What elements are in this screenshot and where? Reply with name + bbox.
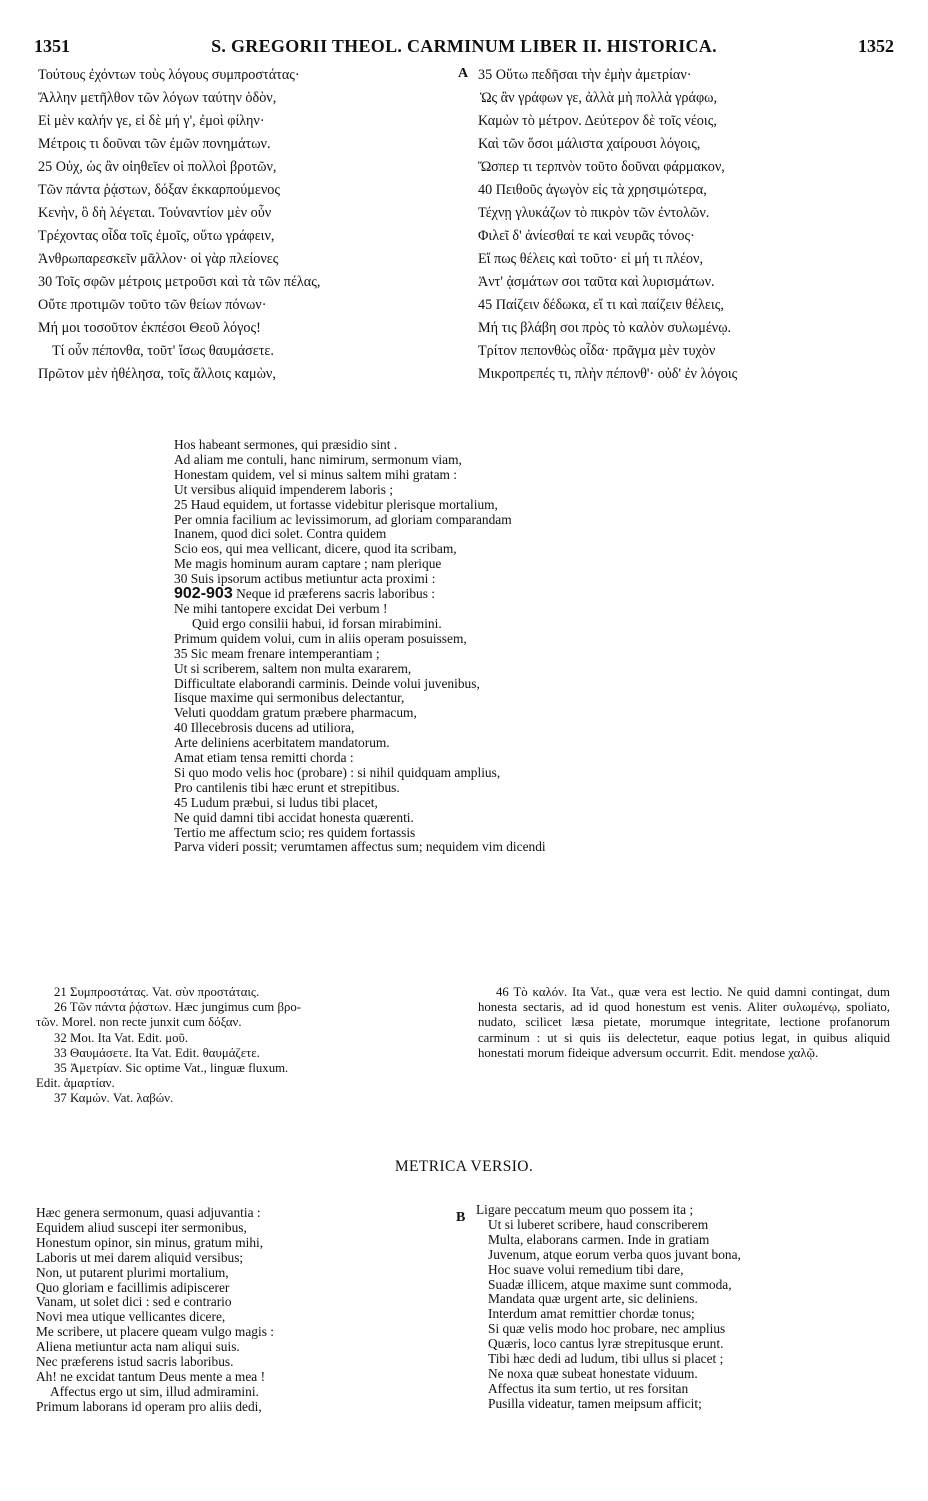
verse-line: Honestum opinor, sin minus, gratum mihi, — [36, 1234, 264, 1250]
greek-line: 40 Πειθοῦς ἀγωγὸν εἰς τὰ χρησιμώτερα, — [478, 182, 707, 198]
greek-line: Οὔτε προτιμῶν τοῦτο τῶν θείων πόνων· — [38, 297, 267, 313]
greek-line: 25 Οὐχ, ὡς ἂν οἰηθεῖεν οἱ πολλοὶ βροτῶν, — [38, 159, 277, 175]
section-title: METRICA VERSIO. — [394, 1158, 534, 1175]
verse-line: Pusilla videatur, tamen meipsum afficit; — [488, 1395, 702, 1411]
footnote: 46 Τὸ καλόν. Ita Vat., quæ vera est lectio. Ne quid damni contingat, dum honesta sectaris, ad id quod honestum est venis. Aliter συλωμένῳ, spoliato, nudato, scilicet læsa pietate, morumque integritate, lectione profanorum carminum : ut si quis iis delectetur, eaque potius legat, in quibus aliquid honestati morum fideique adversum occurrit. Edit. mendose χαλῷ. — [478, 985, 890, 1060]
latin-line-with-marker — [174, 587, 546, 602]
footnote: 37 Καμών. Vat. λαβών. — [54, 1091, 174, 1106]
greek-line: Μικροπρεπές τι, πλὴν πέπονθ'· οὐδ' ἐν λόγοις — [478, 366, 738, 382]
latin-line: Arte deliniens acerbitatem mandatorum. — [174, 735, 390, 751]
verse-line: Affectus ita sum tertio, ut res forsitan — [488, 1380, 689, 1396]
latin-line: Amat etiam tensa remitti chorda : — [174, 750, 354, 766]
greek-line: Ἄλλην μετῆλθον τῶν λόγων ταύτην ὁδὸν, — [38, 90, 277, 106]
greek-line: Τῶν πάντα ῥᾴστων, δόξαν ἐκκαρπούμενος — [38, 182, 280, 198]
latin-translation — [174, 438, 546, 855]
latin-line: Quid ergo consilii habui, id forsan mirabimini. — [192, 615, 442, 631]
metrica-left — [36, 1206, 274, 1415]
latin-line: Honestam quidem, vel si minus saltem mihi gratam : — [174, 466, 458, 482]
verse-line: Si quæ velis modo hoc probare, nec amplius — [488, 1321, 726, 1337]
verse-line: Hæc genera sermonum, quasi adjuvantia : — [36, 1205, 261, 1220]
greek-line: Τρίτον πεπονθὼς οἶδα· πρᾶγμα μὲν τυχὸν — [478, 343, 716, 359]
margin-marker-b: B — [456, 1210, 466, 1225]
latin-line: Hos habeant sermones, qui præsidio sint . — [174, 437, 398, 452]
greek-line: Εἴ πως θέλεις καὶ τοῦτο· εἰ μή τι πλέον, — [478, 251, 703, 267]
latin-line: Ad aliam me contuli, hanc nimirum, sermonum viam, — [174, 451, 462, 467]
verse-line: Nec præferens istud sacris laboribus. — [36, 1354, 234, 1370]
verse-line: Novi mea utique vellicantes dicere, — [36, 1309, 226, 1325]
verse-line: Aliena metiuntur acta nam aliqui suis. — [36, 1339, 240, 1355]
greek-line: Ὥσπερ τι τερπνὸν τοῦτο δοῦναι φάρμακον, — [478, 159, 725, 175]
verse-line: Juvenum, atque eorum verba quos juvant bona, — [488, 1246, 741, 1262]
verse-line: Me scribere, ut placere queam vulgo magis : — [36, 1324, 274, 1340]
running-title: S. GREGORII THEOL. CARMINUM LIBER II. HISTORICA. — [211, 36, 717, 56]
verse-line: Ah! ne excidat tantum Deus mente a mea ! — [36, 1368, 266, 1384]
verse-line: Suadæ illicem, atque maxime sunt commoda, — [488, 1276, 732, 1292]
greek-line: 35 Οὕτω πεδῆσαι τὴν ἐμὴν ἀμετρίαν· — [478, 67, 692, 83]
greek-line: Καὶ τῶν ὅσοι μάλιστα χαίρουσι λόγοις, — [478, 136, 701, 152]
latin-line: 35 Sic meam frenare intemperantiam ; — [174, 645, 380, 661]
column-marker: 902-903 — [174, 585, 233, 603]
verse-line: Quæris, loco cantus lyræ strepitusque erunt. — [488, 1336, 724, 1352]
latin-line: Per omnia facilium ac levissimorum, ad gloriam comparandam — [174, 511, 512, 527]
greek-line: Μή μοι τοσοῦτον ἐκπέσοι Θεοῦ λόγος! — [38, 320, 261, 336]
greek-line: Ἀντ' ᾀσμάτων σοι ταῦτα καὶ λυρισμάτων. — [478, 274, 715, 290]
verse-line: Non, ut putarent plurimi mortalium, — [36, 1264, 229, 1280]
verse-line: Laboris ut mei darem aliquid versibus; — [36, 1249, 244, 1265]
verse-line: Interdum amat remittier chordæ tonus; — [488, 1306, 695, 1322]
footnotes-left — [36, 985, 446, 1107]
verse-line: Primum laborans id operam pro aliis dedi, — [36, 1398, 262, 1414]
page-number-left: 1351 — [34, 36, 70, 56]
verse-line: Affectus ergo ut sim, illud admiramini. — [50, 1383, 259, 1399]
verse-line: Equidem aliud suscepi iter sermonibus, — [36, 1219, 247, 1235]
verse-line: Tibi hæc dedi ad ludum, tibi ullus si placet ; — [488, 1351, 724, 1367]
greek-line: Τρέχοντας οἶδα τοῖς ἐμοῖς, οὕτω γράφειν, — [38, 228, 275, 244]
greek-line: Ὡς ἂν γράφων γε, ἀλλὰ μὴ πολλὰ γράφω, — [480, 90, 718, 106]
latin-line: Ne mihi tantopere excidat Dei verbum ! — [174, 600, 388, 616]
footnote: 21 Συμπροστάτας. Vat. σὺν προστάταις. — [54, 985, 260, 999]
latin-line: Veluti quoddam gratum præbere pharmacum, — [174, 705, 417, 721]
latin-line: Ut versibus aliquid impenderem laboris ; — [174, 481, 394, 497]
latin-line: Inanem, quod dici solet. Contra quidem — [174, 526, 387, 542]
latin-line: Neque id præferens sacris laboribus : — [236, 586, 436, 602]
greek-line: Μέτροις τι δοῦναι τῶν ἐμῶν πονημάτων. — [38, 136, 271, 152]
greek-line: 30 Τοῖς σφῶν μέτροις μετροῦσι καὶ τὰ τῶν πέλας, — [38, 274, 321, 290]
latin-line: Parva videri possit; verumtamen affectus sum; nequidem vim dicendi — [174, 839, 546, 855]
greek-text-left — [38, 64, 320, 386]
greek-line: Μή τις βλάβη σοι πρὸς τὸ καλὸν συλωμένῳ. — [478, 320, 732, 336]
footnote: τῶν. Morel. non recte junxit cum δόξαν. — [36, 1015, 242, 1030]
greek-line: Ἀνθρωπαρεσκεῖν μᾶλλον· οἱ γὰρ πλείονες — [38, 251, 279, 267]
latin-line: Tertio me affectum scio; res quidem fortassis — [174, 824, 416, 840]
greek-text-right — [478, 64, 737, 386]
footnote: 32 Μοι. Ita Vat. Edit. μοῦ. — [54, 1030, 189, 1045]
footnote: 26 Τῶν πάντα ῥᾴστων. Hæc jungimus cum βρο- — [54, 1000, 302, 1015]
greek-line: Κενὴν, ὃ δὴ λέγεται. Τοὐναντίον μὲν οὖν — [38, 205, 272, 221]
latin-line: Me magis hominum auram captare ; nam plerique — [174, 556, 442, 572]
margin-marker-a: A — [458, 66, 469, 81]
footnote: 33 Θαυμάσετε. Ita Vat. Edit. θαυμάζετε. — [54, 1045, 260, 1060]
latin-line: Pro cantilenis tibi hæc erunt et strepitibus. — [174, 779, 400, 795]
verse-line: Ut si luberet scribere, haud conscriberem — [488, 1216, 709, 1232]
latin-line: Ne quid damni tibi accidat honesta quærenti. — [174, 809, 414, 825]
footnote: Edit. ἁμαρτίαν. — [36, 1076, 115, 1091]
page-number-right: 1352 — [858, 36, 894, 56]
greek-line: Καμὼν τὸ μέτρον. Δεύτερον δὲ τοῖς νέοις, — [478, 113, 717, 129]
verse-line: Hoc suave volui remedium tibi dare, — [488, 1261, 684, 1277]
latin-line: Iisque maxime qui sermonibus delectantur, — [174, 690, 405, 706]
latin-line: Primum quidem volui, cum in aliis operam posuissem, — [174, 630, 467, 646]
verse-line: Quo gloriam e facillimis adipiscerer — [36, 1279, 230, 1295]
verse-line: Ligare peccatum meum quo possem ita ; — [476, 1202, 694, 1217]
footnotes-right — [478, 985, 890, 1061]
latin-line: 45 Ludum præbui, si ludus tibi placet, — [174, 794, 378, 810]
greek-line: Τούτους ἐχόντων τοὺς λόγους συμπροστάτας· — [38, 67, 300, 83]
page-header — [34, 36, 894, 60]
greek-line: 45 Παίζειν δέδωκα, εἴ τι καὶ παίζειν θέλεις, — [478, 297, 724, 313]
latin-line: Difficultate elaborandi carminis. Deinde volui juvenibus, — [174, 675, 480, 691]
greek-line: Τί οὖν πέπονθα, τοῦτ' ἴσως θαυμάσετε. — [52, 343, 274, 359]
latin-line: 25 Haud equidem, ut fortasse videbitur plerisque mortalium, — [174, 496, 498, 512]
footnote: 35 Ἀμετρίαν. Sic optime Vat., linguæ fluxum. — [54, 1061, 289, 1076]
latin-line: 40 Illecebrosis ducens ad utiliora, — [174, 720, 355, 736]
verse-line: Multa, elaborans carmen. Inde in gratiam — [488, 1231, 710, 1247]
verse-line: Mandata quæ urgent arte, sic deliniens. — [488, 1291, 698, 1307]
latin-line: Scio eos, qui mea vellicant, dicere, quod ita scribam, — [174, 541, 457, 557]
greek-line: Εἰ μὲν καλήν γε, εἰ δὲ μή γ', ἐμοὶ φίλην· — [38, 113, 265, 129]
greek-line: Φιλεῖ δ' ἀνίεσθαί τε καὶ νευρᾶς τόνος· — [478, 228, 695, 244]
latin-line: 30 Suis ipsorum actibus metiuntur acta proximi : — [174, 571, 436, 587]
latin-line: Ut si scriberem, saltem non multa exararem, — [174, 660, 412, 676]
greek-line: Πρῶτον μὲν ἠθέλησα, τοῖς ἄλλοις καμὼν, — [38, 366, 276, 382]
verse-line: Vanam, ut solet dici : sed e contrario — [36, 1294, 232, 1310]
metrica-right — [476, 1203, 741, 1412]
latin-line: Si quo modo velis hoc (probare) : si nihil quidquam amplius, — [174, 764, 501, 780]
greek-line: Τέχνῃ γλυκάζων τὸ πικρὸν τῶν ἐντολῶν. — [478, 205, 710, 221]
verse-line: Ne noxa quæ subeat honestate viduum. — [488, 1365, 698, 1381]
